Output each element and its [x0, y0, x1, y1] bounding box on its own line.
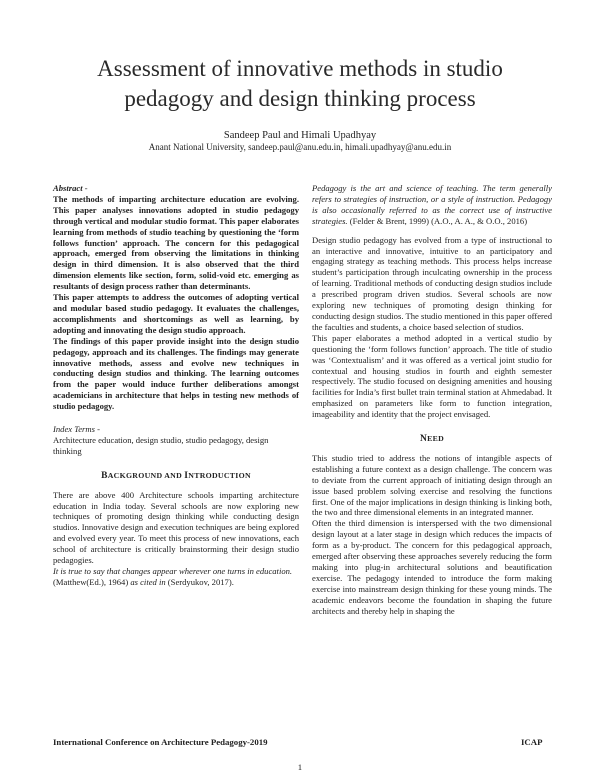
- page-number: 1: [297, 762, 303, 772]
- abstract-heading: Abstract -: [53, 183, 88, 193]
- footer-conference: International Conference on Architecture Pedagogy-2019: [53, 737, 268, 747]
- left-column: [53, 183, 299, 588]
- background-quote: It is true to say that changes appear wherever one turns in education. (Matthew(Ed.), 1964) as cited in (Serdyukov, 2017).: [53, 566, 293, 587]
- right-column: [312, 183, 552, 617]
- right-paragraph-4: Often the third dimension is interspersed with the two dimensional design layout at a later stage in design which reduces the impacts of form as a by-product. The concern for this pedagogical approach, emerged after observing these approaches severely reducing the form making into plug-in architectural solutions and beautification exercise. The pedagogy intended to introduce the form making exercise into mainstream design thinking for these young minds. The academic endeavors become the foundation in shaping the future architects and thereby help in shaping the: [312, 518, 552, 616]
- abstract-paragraph: This paper attempts to address the outcomes of adopting vertical and modular based studio pedagogy. It evaluates the challenges, accomplishments and shortcomings as well as learning, by adopting and innovating the design studio approach.: [53, 292, 299, 335]
- index-terms-text: Architecture education, design studio, studio pedagogy, design thinking: [53, 434, 269, 456]
- right-paragraph-1: Design studio pedagogy has evolved from a type of instructional to an interactive and innovative, intuitive to an participatory and engaging strategy as teaching methods. This process helps increase student’s participation through inculcating ownership in the process of learning. Traditional methods of conducting design studios include a prescribed program driven studios. Several schools are now exploring new techniques of promoting design thinking for conducting design studios. The studio mentioned in this paper offered the faculties and students, a choice based selection of studios.: [312, 234, 552, 332]
- abstract-body: [53, 194, 299, 412]
- abstract-paragraph: The methods of imparting architecture education are evolving. This paper analyses innovations adopted in studio pedagogy through vertical and modular studio format. This paper elaborates learning from methods of studio teaching by questioning the ‘form follows function’ approach. The concern for this pedagogical approach, emerged from observing the limitations in thinking design in third dimension. It is also observed that the third dimension elements like section, form, solid-void etc. emerging as resultants of design process rather than determinants.: [53, 193, 299, 292]
- footer-acronym: ICAP: [521, 737, 543, 747]
- paper-authors: Sandeep Paul and Himali Upadhyay: [223, 130, 377, 141]
- paper-title: Assessment of innovative methods in studio pedagogy and design thinking process: [97, 56, 503, 111]
- index-terms-heading: Index Terms -: [53, 424, 100, 435]
- section-heading-background: BACKGROUND AND INTRODUCTION: [101, 470, 251, 481]
- right-paragraph-2: This paper elaborates a method adopted in a vertical studio by questioning the ‘form follows function’ approach. The title of studio was ‘Contextualism’ and it was offered as a vertical joint studio for contextual and housing studios in fourth and eighth semester respectively. The studio focused on designing amenities and housing facilities for India’s first bullet train terminal station at Ahmedabad. It emphasized on parameters like form to function integration, imageability and identity that the project envisaged.: [312, 332, 552, 420]
- section-heading-need: NEED: [419, 434, 445, 445]
- abstract-paragraph: The findings of this paper provide insight into the design studio pedagogy, approach and its challenges. The findings may generate innovative methods, assess and evolve new techniques in conducting design studios and thinking. The learning outcomes from the paper would induce further deliberations amongst academicians in architecture that helps in testing new methods of studio pedagogy.: [53, 335, 299, 412]
- author-affiliation: Anant National University, sandeep.paul@anu.edu.in, himali.upadhyay@anu.edu.in: [148, 142, 452, 152]
- right-paragraph-3: This studio tried to address the notions of intangible aspects of establishing a future context as a design challenge. The concern was to deviate from the current approach of initiating design through an issue based problem solving exercise and resolving the functions first. One of the major implications in design thinking is linking both, the two and three dimensional elements in an integrated manner.: [312, 452, 552, 518]
- background-paragraph: There are above 400 Architecture schools imparting architecture education in India today. Several schools are now exploring new techniques of promoting design thinking while conducting design studios. Innovative design and execution techniques are being explored and evolved every year. To meet this process of new innovations, each school of architecture is critically brainstorming their design studio pedagogies.: [53, 489, 299, 566]
- pedagogy-quote: Pedagogy is the art and science of teaching. The term generally refers to strategies of instruction, or a style of instruction. Pedagogy is also occasionally referred to as the correct use of instructive strategies. (Felder & Brent, 1999) (A.O., A. A., & O.O., 2016): [312, 183, 552, 226]
